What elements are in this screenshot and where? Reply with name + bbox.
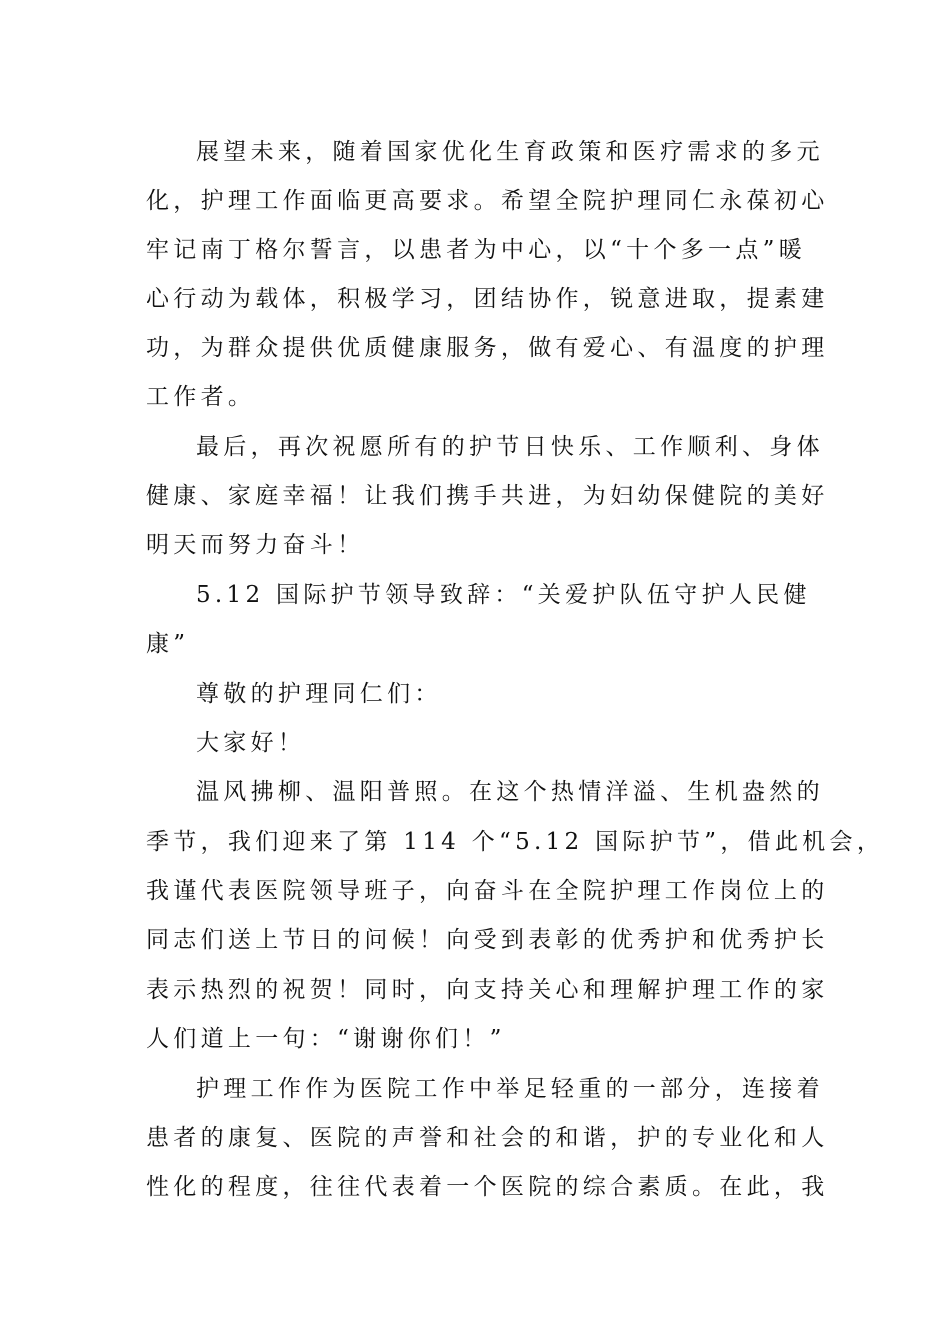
paragraph-line: 心行动为载体，积极学习，团结协作，锐意进取，提素建 [146,286,829,312]
paragraph-line: 最后，再次祝愿所有的护节日快乐、工作顺利、身体 [196,434,824,460]
paragraph-line: 健康、家庭幸福！让我们携手共进，为妇幼保健院的美好 [146,483,829,509]
paragraph-line: 化，护理工作面临更高要求。希望全院护理同仁永葆初心 [146,188,829,214]
paragraph-line: 展望未来，随着国家优化生育政策和医疗需求的多元 [196,139,824,165]
paragraph-line: 表示热烈的祝贺！同时，向支持关心和理解护理工作的家 [146,977,829,1003]
paragraph-line: 明天而努力奋斗！ [146,532,365,558]
paragraph-line: 季节，我们迎来了第 114 个“5.12 国际护节”，借此机会， [146,829,885,855]
paragraph-line: 性化的程度，往往代表着一个医院的综合素质。在此，我 [146,1174,829,1200]
paragraph-line: 牢记南丁格尔誓言，以患者为中心，以“十个多一点”暖 [146,237,807,263]
paragraph-line: 患者的康复、医院的声誉和社会的和谐，护的专业化和人 [146,1125,829,1151]
section-heading-line: 5.12 国际护节领导致辞：“关爱护队伍守护人民健 [196,582,811,608]
paragraph-line: 同志们送上节日的问候！向受到表彰的优秀护和优秀护长 [146,927,829,953]
greeting-line: 大家好！ [196,730,306,756]
paragraph-line: 功，为群众提供优质健康服务，做有爱心、有温度的护理 [146,335,829,361]
paragraph-line: 工作者。 [146,384,256,410]
salutation-line: 尊敬的护理同仁们： [196,681,442,707]
paragraph-line: 我谨代表医院领导班子，向奋斗在全院护理工作岗位上的 [146,878,829,904]
paragraph-line: 护理工作作为医院工作中举足轻重的一部分，连接着 [196,1076,824,1102]
paragraph-line: 温风拂柳、温阳普照。在这个热情洋溢、生机盎然的 [196,779,824,805]
section-heading-line: 康” [146,631,190,657]
paragraph-line: 人们道上一句：“谢谢你们！” [146,1026,506,1052]
